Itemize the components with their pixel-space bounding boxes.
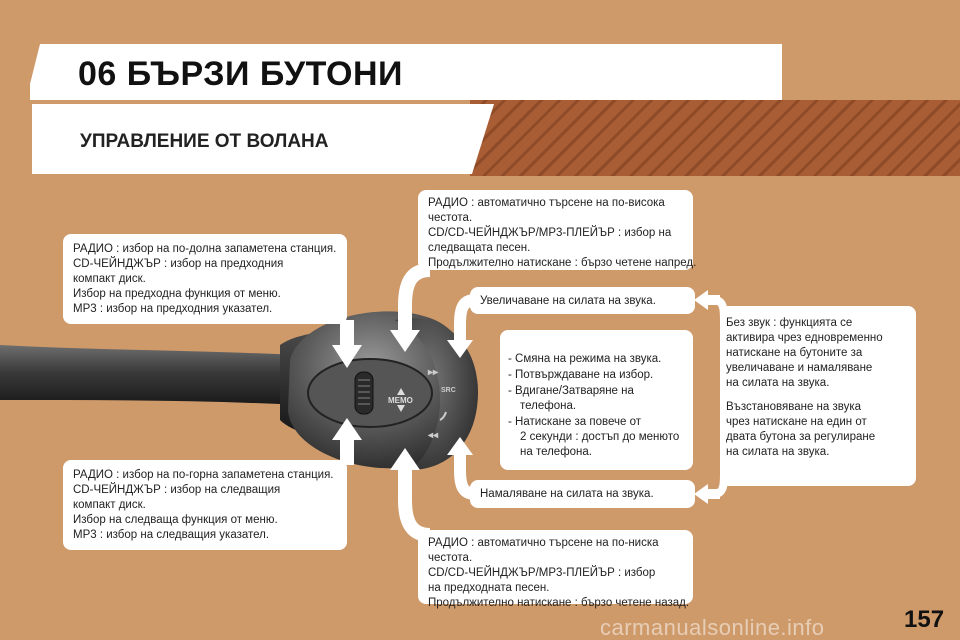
stalk-rod — [0, 345, 300, 405]
arrow-mute-down — [694, 484, 708, 504]
info-box-mute — [720, 306, 916, 486]
memo-label: MEMO — [388, 396, 413, 405]
info-box-volume-down: Намаляване на силата на звука. — [470, 480, 695, 508]
page-number: 157 — [904, 606, 945, 633]
info-box-source-button — [500, 330, 693, 470]
center-item-2: - Потвърждаване на избор. — [508, 369, 654, 381]
center-item-4: - Натискане за повече от 2 секунди : достъп до менюто на телефона. — [508, 416, 680, 458]
watermark: carmanualsonline.info — [600, 615, 825, 640]
src-label: SRC — [441, 387, 456, 394]
info-box-volume-up: Увеличаване на силата на звука. — [470, 287, 695, 314]
thumbwheel — [355, 372, 373, 414]
info-box-seek-up: РАДИО : автоматично търсене на по-висока честота. CD/CD-ЧЕЙНДЖЪР/MP3-ПЛЕЙЪР : избор на следващата песен. Продължително натискане : бързо четене напред. — [418, 190, 693, 270]
info-box-previous-preset: РАДИО : избор на по-долна запаметена станция. CD-ЧЕЙНДЖЪР : избор на предходния компакт диск. Избор на предходна функция от меню. MP3 : избор на предходния указател. — [63, 234, 347, 324]
seek-forward-icon: ▸▸ — [428, 367, 439, 378]
section-subtitle: УПРАВЛЕНИЕ ОТ ВОЛАНА — [80, 131, 329, 152]
center-item-3: - Вдигане/Затваряне на телефона. — [508, 385, 634, 412]
seek-back-icon: ◂◂ — [428, 430, 439, 441]
mute-paragraph-2: Възстановяване на звука чрез натискане на един от двата бутона за регулиране на силата на звука. — [726, 401, 876, 458]
mute-paragraph-1: Без звук : функцията се активира чрез едновременно натискане на бутоните за увеличаване и намаляване на силата на звука. — [726, 317, 883, 389]
info-box-seek-down: РАДИО : автоматично търсене на по-ниска честота. CD/CD-ЧЕЙНДЖЪР/MP3-ПЛЕЙЪР : избор на предходната песен. Продължително натискане : бързо четене назад. — [418, 530, 693, 604]
page-title: 06 БЪРЗИ БУТОНИ — [78, 55, 403, 93]
center-item-1: - Смяна на режима на звука. — [508, 353, 662, 365]
info-box-next-preset: РАДИО : избор на по-горна запаметена станция. CD-ЧЕЙНДЖЪР : избор на следващия компакт диск. Избор на следваща функция от меню. MP3 : избор на следващия указател. — [63, 460, 347, 550]
arrow-mute-up — [694, 290, 708, 310]
